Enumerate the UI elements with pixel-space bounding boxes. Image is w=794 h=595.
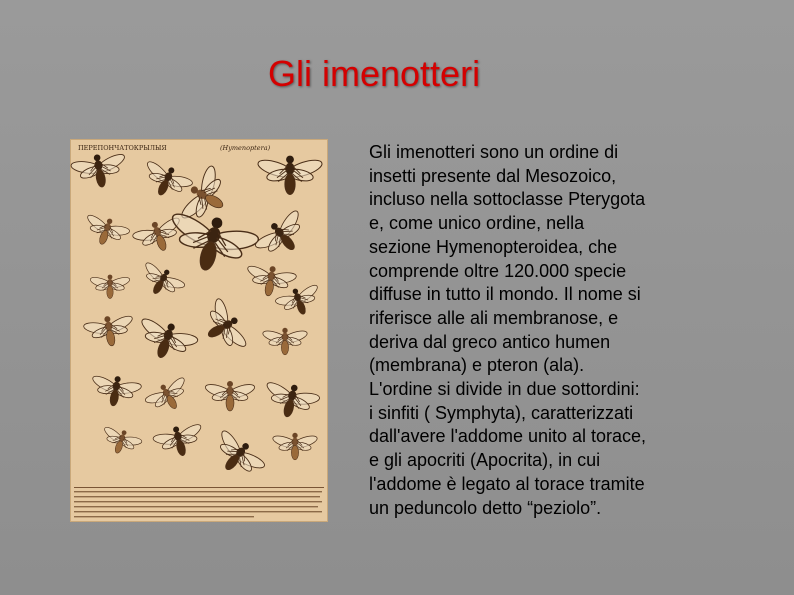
body-line: incluso nella sottoclasse Pterygota [369,189,646,210]
body-line: dall'avere l'addome unito al torace, [369,426,647,447]
insect-icon [256,156,324,195]
body-line: insetti presente dal Mesozoico, [369,165,617,186]
insect-icon [81,312,138,351]
insect-icon [70,150,131,192]
insect-icon [134,258,188,305]
insect-icon [262,328,309,355]
body-line: l'addome è legato al torace tramite [369,473,645,494]
insect-icon [259,377,323,424]
body-line: riferisce alle ali membranose, e [369,307,619,328]
body-line: un peduncolo detto “peziolo”. [369,497,602,518]
body-line: diffuse in tutto il mondo. Il nome si [369,284,641,305]
insect-icon [272,433,319,460]
insect-drawings [70,150,326,488]
insect-icon [242,262,299,301]
illustration-header-latin: (Hymenoptera) [220,144,271,152]
body-line: (membrana) e pteron (ala). [369,355,585,376]
insect-icon [87,372,144,411]
insect-icon [205,425,270,487]
body-line: e gli apocriti (Apocrita), in cui [369,450,601,471]
body-line: e, come unico ordine, nella [369,213,585,234]
insect-icon [89,275,131,299]
insect-icon [150,420,208,462]
illustration-header: ПЕРЕПОНЧАТОКРЫЛЫЯ [78,144,167,152]
body-line: L'ordine si divide in due sottordini: [369,379,640,400]
body-line: comprende oltre 120.000 specie [369,260,627,281]
insect-icon [142,373,196,420]
insect-icon [204,381,256,411]
insect-icon [97,423,144,460]
body-line: deriva dal greco antico humen [369,331,611,352]
insect-icon [250,205,315,267]
body-line: sezione Hymenopteroidea, che [369,236,618,257]
slide-title: Gli imenotteri [268,53,481,94]
illustration-caption [74,487,324,517]
body-line: i sinfiti ( Symphyta), caratterizzati [369,402,634,423]
body-text [369,141,714,520]
hymenoptera-illustration [70,139,328,522]
insect-icon [136,157,196,206]
insect-icon [79,211,132,252]
insect-icon [131,313,202,368]
insect-icon [194,294,251,360]
body-line: Gli imenotteri sono un ordine di [369,142,619,162]
